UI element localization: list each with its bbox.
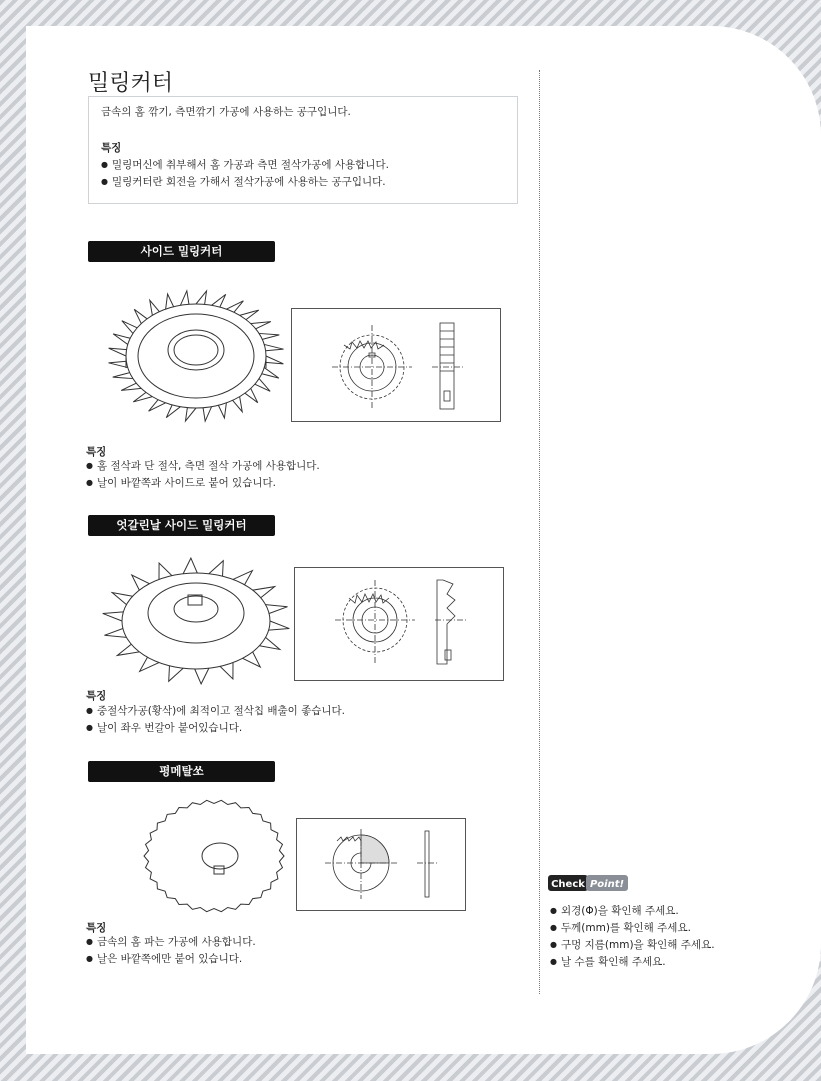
metal-slitting-saw-drawing <box>296 818 466 911</box>
section-feature-item: ● 금속의 홈 파는 가공에 사용합니다. <box>86 934 256 951</box>
side-milling-cutter-drawing <box>291 308 501 422</box>
intro-features-heading: 특징 <box>101 142 122 154</box>
section-features-heading: 특징 <box>86 922 107 934</box>
section-features-list <box>86 703 345 737</box>
check-badge-text: Check <box>551 879 585 890</box>
page-sheet <box>26 26 821 1054</box>
section-feature-item: ● 홈 절삭과 단 절삭, 측면 절삭 가공에 사용합니다. <box>86 458 320 475</box>
metal-slitting-saw-illustration <box>134 794 294 918</box>
section-feature-item: ● 날이 바깥쪽과 사이드로 붙어 있습니다. <box>86 475 320 492</box>
check-point-item: ● 날 수를 확인해 주세요. <box>550 954 715 971</box>
intro-feature-item: ● 밀링커터란 회전을 가해서 절삭가공에 사용하는 공구입니다. <box>101 174 389 191</box>
section-feature-item: ● 날이 좌우 번갈아 붙어있습니다. <box>86 720 345 737</box>
page-title: 밀링커터 <box>88 71 174 96</box>
intro-features-list <box>101 157 389 191</box>
section-title-staggered-side-milling-cutter: 엇갈린날 사이드 밀링커터 <box>88 515 275 536</box>
check-point-item: ● 구멍 지름(mm)을 확인해 주세요. <box>550 937 715 954</box>
side-milling-cutter-illustration <box>96 276 296 436</box>
check-point-item: ● 외경(Φ)을 확인해 주세요. <box>550 903 715 920</box>
section-feature-item: ● 중절삭가공(황삭)에 최적이고 절삭칩 배출이 좋습니다. <box>86 703 345 720</box>
intro-description: 금속의 홈 깎기, 측면깎기 가공에 사용하는 공구입니다. <box>101 106 351 118</box>
staggered-side-milling-cutter-drawing <box>294 567 504 681</box>
column-divider <box>539 70 540 994</box>
section-features-heading: 특징 <box>86 690 107 702</box>
section-features-list <box>86 458 320 492</box>
intro-feature-item: ● 밀링머신에 취부해서 홈 가공과 측면 절삭가공에 사용합니다. <box>101 157 389 174</box>
staggered-side-milling-cutter-illustration <box>96 551 301 691</box>
check-point-item: ● 두께(mm)를 확인해 주세요. <box>550 920 715 937</box>
section-feature-item: ● 날은 바깥쪽에만 붙어 있습니다. <box>86 951 256 968</box>
point-badge-text: Point! <box>589 879 625 890</box>
section-features-heading: 특징 <box>86 446 107 458</box>
intro-box <box>88 96 518 204</box>
section-features-list <box>86 934 256 968</box>
check-point-list <box>550 903 715 971</box>
section-title-metal-slitting-saw: 평메탈쏘 <box>88 761 275 782</box>
check-point-badge <box>548 875 628 891</box>
section-title-side-milling-cutter: 사이드 밀링커터 <box>88 241 275 262</box>
